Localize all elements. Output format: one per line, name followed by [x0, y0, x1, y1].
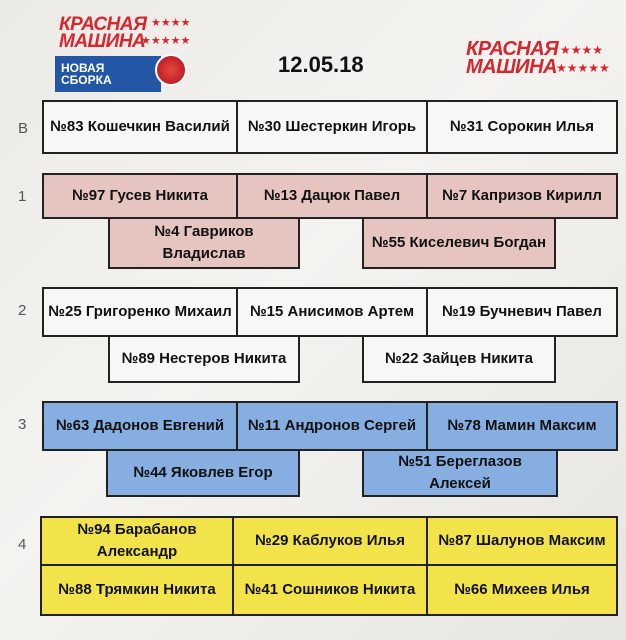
logo-left-line1: КРАСНАЯ [59, 14, 147, 35]
star-icon: ★★★★ [560, 43, 604, 57]
player-cell: №13 Дацюк Павел [236, 173, 428, 219]
row-label-line2: 2 [18, 302, 27, 319]
star-icon: ★★★★★ [141, 35, 191, 47]
star-icon: ★★★★ [151, 17, 191, 29]
player-cell: №66 Михеев Илья [426, 564, 618, 616]
player-cell: №15 Анисимов Артем [236, 287, 428, 337]
player-cell: №22 Зайцев Никита [362, 335, 556, 383]
player-cell: №78 Мамин Максим [426, 401, 618, 451]
star-icon: ★★★★★ [556, 61, 610, 75]
player-cell: №83 Кошечкин Василий [42, 100, 238, 154]
player-cell: №4 Гавриков Владислав [108, 217, 300, 269]
player-cell: №7 Капризов Кирилл [426, 173, 618, 219]
player-cell: №97 Гусев Никита [42, 173, 238, 219]
player-cell: №63 Дадонов Евгений [42, 401, 238, 451]
player-cell: №51 Береглазов Алексей [362, 449, 558, 497]
player-cell: №19 Бучневич Павел [426, 287, 618, 337]
player-cell: №29 Каблуков Илья [232, 516, 428, 566]
player-cell: №87 Шалунов Максим [426, 516, 618, 566]
logo-right-line1: КРАСНАЯ [466, 38, 559, 60]
player-cell: №41 Сошников Никита [232, 564, 428, 616]
date-title: 12.05.18 [278, 52, 364, 77]
logo-left-badge: НОВАЯ СБОРКА [55, 56, 161, 92]
row-label-line4: 4 [18, 536, 27, 553]
player-cell: №89 Нестеров Никита [108, 335, 300, 383]
logo-right-line2: МАШИНА [466, 56, 557, 78]
row-label-line3: 3 [18, 416, 27, 433]
player-cell: №44 Яковлев Егор [106, 449, 300, 497]
player-cell: №31 Сорокин Илья [426, 100, 618, 154]
row-label-line1: 1 [18, 188, 27, 205]
player-cell: №94 Барабанов Александр [40, 516, 234, 566]
logo-right [466, 40, 616, 90]
player-cell: №25 Григоренко Михаил [42, 287, 238, 337]
emblem-icon [155, 54, 187, 86]
row-label-goalies: В [18, 120, 29, 137]
logo-left [55, 16, 195, 96]
player-cell: №11 Андронов Сергей [236, 401, 428, 451]
player-cell: №30 Шестеркин Игорь [236, 100, 428, 154]
logo-left-line2: МАШИНА [59, 31, 146, 52]
player-cell: №55 Киселевич Богдан [362, 217, 556, 269]
player-cell: №88 Трямкин Никита [40, 564, 234, 616]
